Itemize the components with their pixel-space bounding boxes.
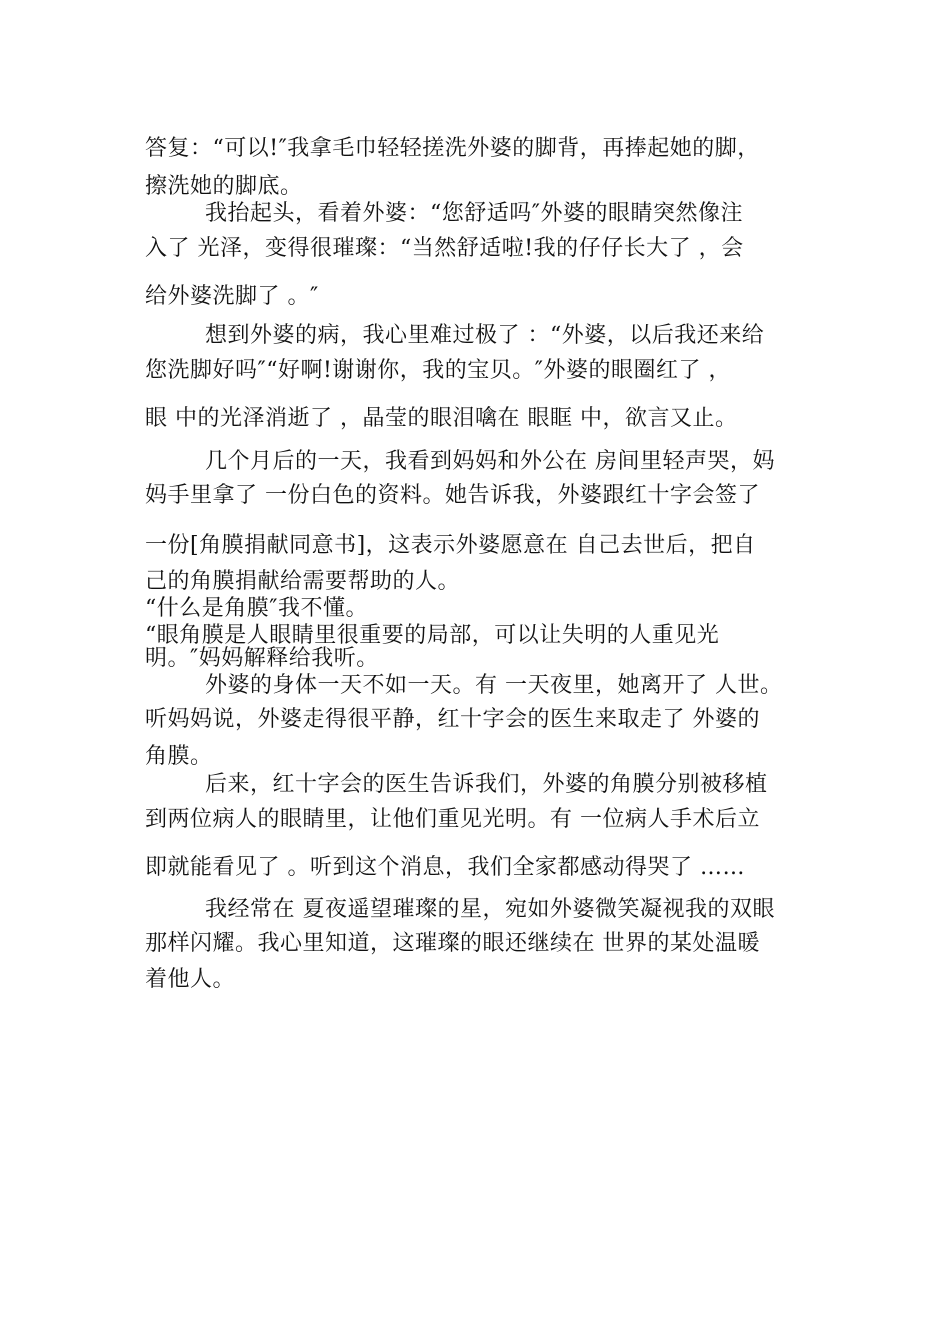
text-line: 角膜。 [145, 744, 213, 769]
text-line: “眼角膜是人眼睛里很重要的局部，可以让失明的人重见光 [145, 623, 720, 648]
text-line: 听妈妈说，外婆走得很平静，红十字会的医生来取走了 外婆的 [145, 707, 760, 732]
text-line: 一份[角膜捐献同意书]，这表示外婆愿意在 自己去世后，把自 [145, 533, 756, 558]
text-line: 即就能看见了 。听到这个消息，我们全家都感动得哭了 …… [145, 855, 745, 880]
text-line: 想到外婆的病，我心里难过极了 ：“外婆，以后我还来给 [205, 323, 765, 348]
text-line: 您洗脚好吗″“好啊!谢谢你，我的宝贝。″外婆的眼圈红了 ， [145, 358, 732, 383]
text-line: 那样闪耀。我心里知道，这璀璨的眼还继续在 世界的某处温暖 [145, 931, 760, 956]
text-line: 后来，红十字会的医生告诉我们，外婆的角膜分别被移植 [205, 772, 768, 797]
text-line: 给外婆洗脚了 。″ [145, 284, 319, 309]
text-line: 己的角膜捐献给需要帮助的人。 [145, 569, 461, 594]
text-line: 着他人。 [145, 967, 236, 992]
text-line: 明。″妈妈解释给我听。 [145, 646, 379, 671]
text-line: 几个月后的一天，我看到妈妈和外公在 房间里轻声哭，妈 [205, 449, 775, 474]
text-line: 我抬起头，看着外婆：“您舒适吗″外婆的眼睛突然像注 [205, 201, 743, 226]
text-line: “什么是角膜″我不懂。 [145, 596, 368, 621]
text-line: 答复：“可以!″我拿毛巾轻轻搓洗外婆的脚背，再捧起她的脚， [145, 136, 760, 161]
text-line: 外婆的身体一天不如一天。有 一天夜里，她离开了 人世。 [205, 673, 783, 698]
text-line: 我经常在 夏夜遥望璀璨的星，宛如外婆微笑凝视我的双眼 [205, 897, 775, 922]
text-line: 眼 中的光泽消逝了 ，晶莹的眼泪噙在 眼眶 中，欲言又止。 [145, 406, 738, 431]
text-line: 妈手里拿了 一份白色的资料。她告诉我，外婆跟红十字会签了 [145, 483, 760, 508]
text-line: 到两位病人的眼睛里，让他们重见光明。有 一位病人手术后立 [145, 807, 760, 832]
text-line: 擦洗她的脚底。 [145, 174, 303, 199]
text-line: 入了 光泽，变得很璀璨：“当然舒适啦!我的仔仔长大了 ，会 [145, 236, 744, 261]
